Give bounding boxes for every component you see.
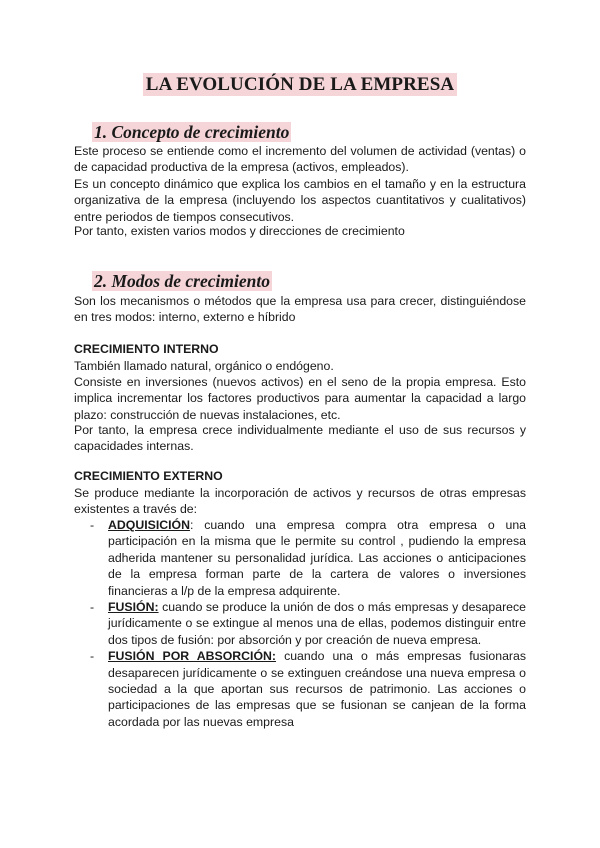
section-heading-concepto: 1. Concepto de crecimiento	[94, 122, 290, 142]
term-fusion: FUSIÓN:	[108, 600, 159, 615]
list-item	[90, 599, 526, 648]
growth-modes-list	[90, 517, 526, 730]
paragraph: Es un concepto dinámico que explica los cambios en el tamaño y en la estructura organizativa de la empresa (incluyendo los aspectos cuantitativos y cualitativos) entre periodos de tiempos consecutivos.	[74, 177, 526, 224]
paragraph: Son los mecanismos o métodos que la empresa usa para crecer, distinguiéndose en tres modos: interno, externo e híbrido	[74, 294, 526, 325]
list-item-text: cuando una o más empresas fusionaras desaparecen jurídicamente o se extinguen creándose una nueva empresa o sociedad a la que aportan sus recursos de patrimonio. Las acciones o participaciones de las empresas que se fusionan se canjean de la forma acordada por las nuevas empresa	[108, 649, 527, 729]
list-dash: -	[90, 649, 95, 664]
paragraph: Este proceso se entiende como el incremento del volumen de actividad (ventas) o de capacidad productiva de la empresa (activos, empleados).	[74, 144, 526, 175]
paragraph: Se produce mediante la incorporación de activos y recursos de otras empresas existentes a través de:	[74, 486, 526, 517]
paragraph: Por tanto, existen varios modos y direcciones de crecimiento	[74, 224, 405, 238]
subheading-crecimiento-externo: CRECIMIENTO EXTERNO	[74, 469, 223, 483]
paragraph: Por tanto, la empresa crece individualmente mediante el uso de sus recursos y capacidades internas.	[74, 423, 526, 454]
section-heading-modos: 2. Modos de crecimiento	[94, 271, 270, 291]
list-item	[90, 517, 526, 599]
list-item	[90, 648, 526, 730]
list-dash: -	[90, 518, 95, 532]
paragraph: Consiste en inversiones (nuevos activos) en el seno de la propia empresa. Esto implica incrementar los factores productivos para aumentar la capacidad a largo plazo: construcción de nuevas instalaciones, etc.	[74, 375, 526, 422]
list-item-text: : cuando una empresa compra otra empresa o una participación en la misma que le permite su control , pudiendo la empresa adherida mantener su personalidad jurídica. Las acciones o anticipaciones de la empresa forman parte de la cartera de valores o inversiones financieras a l/p de la empresa adquirente.	[108, 518, 526, 598]
list-item-text: cuando se produce la unión de dos o más empresas y desaparece jurídicamente o se extingue al menos una de ellas, podemos distinguir entre dos tipos de fusión: por absorción y por creación de nueva empresa.	[108, 600, 526, 647]
list-dash: -	[90, 600, 95, 615]
document-title-text: LA EVOLUCIÓN DE LA EMPRESA	[143, 73, 457, 96]
term-fusion-por-absorcion: FUSIÓN POR ABSORCIÓN:	[108, 649, 277, 664]
subheading-crecimiento-interno: CRECIMIENTO INTERNO	[74, 342, 219, 356]
document-title	[0, 74, 600, 96]
paragraph: También llamado natural, orgánico o endógeno.	[74, 359, 334, 373]
term-adquisicion: ADQUISICIÓN	[108, 518, 190, 532]
